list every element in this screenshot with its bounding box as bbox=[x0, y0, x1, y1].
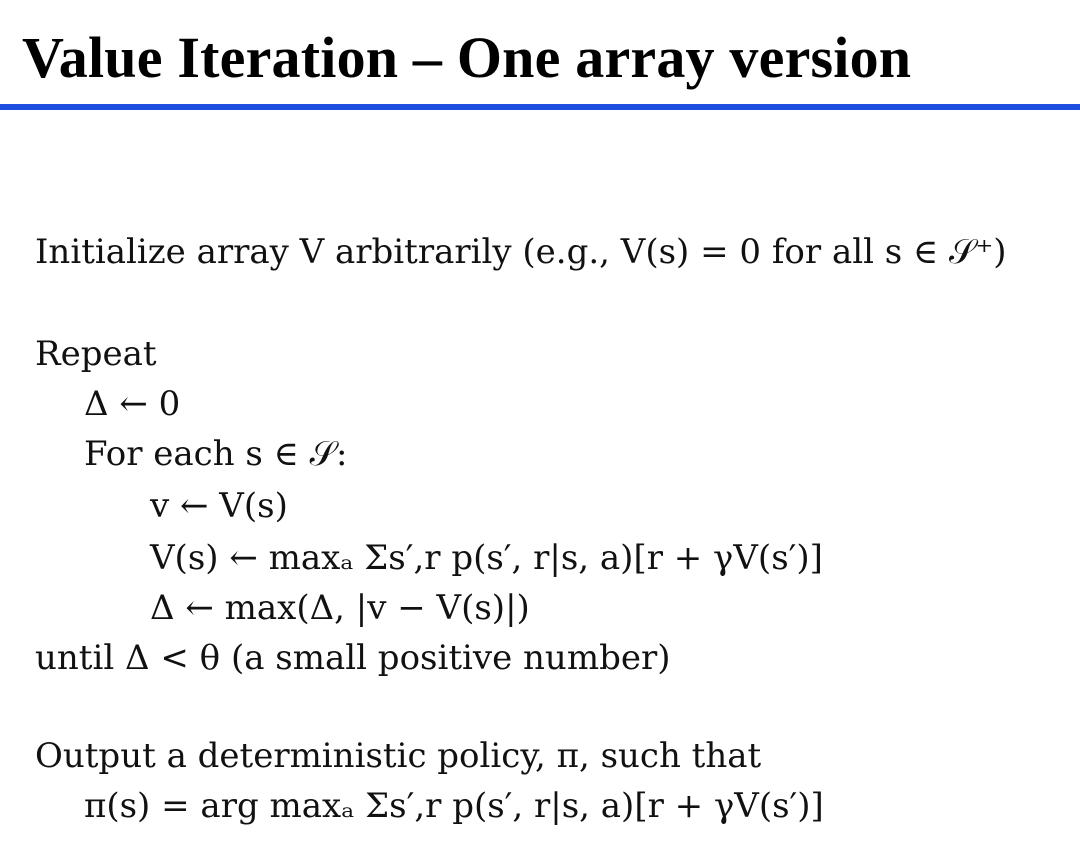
v-update-line: V(s) ← maxₐ Σs′,r p(s′, r|s, a)[r + γV(s′)] bbox=[150, 538, 823, 578]
output-line: Output a deterministic policy, π, such that bbox=[35, 736, 762, 776]
for-each-line: For each s ∈ 𝒮: bbox=[84, 434, 348, 474]
slide-title: Value Iteration – One array version bbox=[22, 25, 912, 90]
delta-update-line: Δ ← max(Δ, |v − V(s)|) bbox=[150, 588, 530, 628]
init-line: Initialize array V arbitrarily (e.g., V(s) = 0 for all s ∈ 𝒮⁺) bbox=[35, 232, 1007, 272]
repeat-line: Repeat bbox=[35, 334, 157, 374]
policy-line: π(s) = arg maxₐ Σs′,r p(s′, r|s, a)[r + γV(s′)] bbox=[84, 786, 824, 826]
delta-reset-line: Δ ← 0 bbox=[84, 384, 181, 424]
v-assign-line: v ← V(s) bbox=[150, 486, 288, 526]
until-line: until Δ < θ (a small positive number) bbox=[35, 638, 671, 678]
